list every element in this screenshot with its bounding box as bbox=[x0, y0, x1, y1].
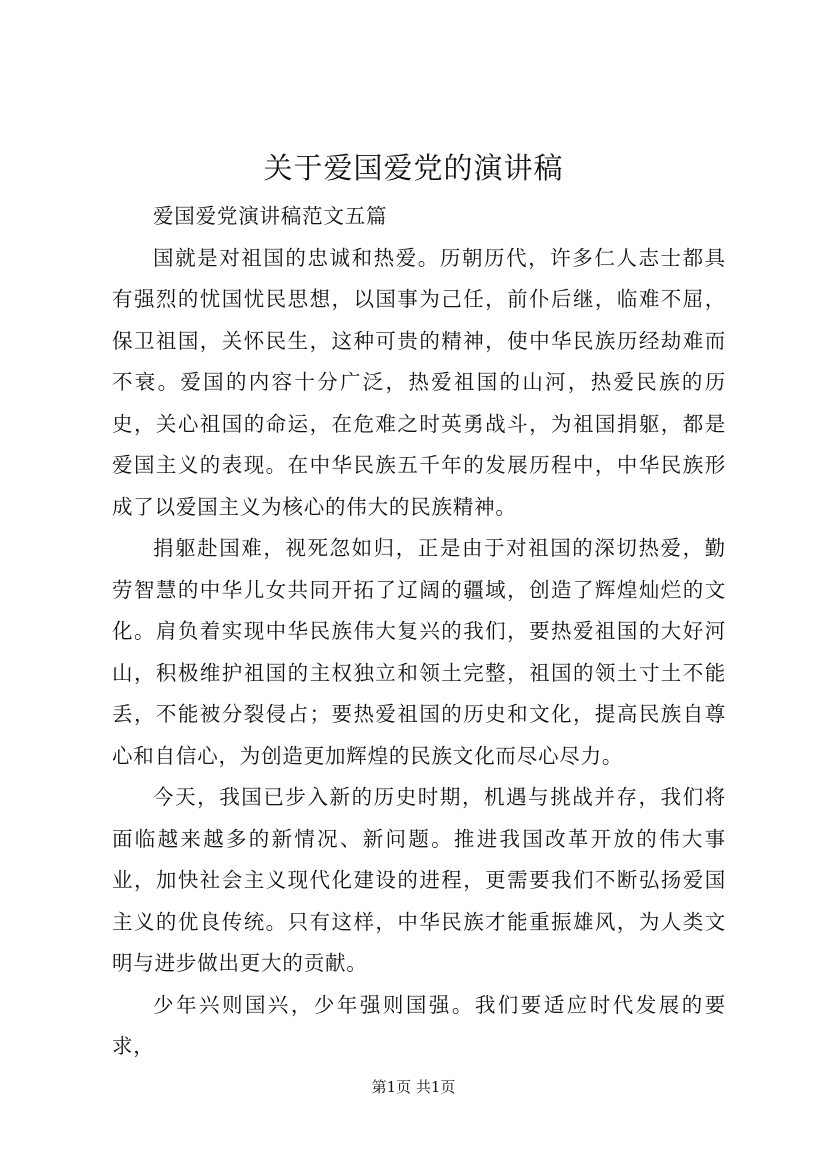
body-paragraph: 今天，我国已步入新的历史时期，机遇与挑战并存，我们将面临越来越多的新情况、新问题。推进我国改革开放的伟大事业，加快社会主义现代化建设的进程，更需要我们不断弘扬爱国主义的优良传统。只有这样，中华民族才能重振雄风，为人类文明与进步做出更大的贡献。 bbox=[112, 785, 726, 975]
body-paragraph: 少年兴则国兴，少年强则国强。我们要适应时代发展的要求， bbox=[112, 992, 726, 1058]
body-paragraph: 捐躯赴国难，视死忽如归，正是由于对祖国的深切热爱，勤劳智慧的中华儿女共同开拓了辽阔的疆域，创造了辉煌灿烂的文化。肩负着实现中华民族伟大复兴的我们，要热爱祖国的大好河山，积极维护祖国的主权独立和领土完整，祖国的领土寸土不能丢，不能被分裂侵占；要热爱祖国的历史和文化，提高民族自尊心和自信心，为创造更加辉煌的民族文化而尽心尽力。 bbox=[112, 536, 726, 768]
document-title: 关于爱国爱党的演讲稿 bbox=[263, 151, 564, 185]
document-body bbox=[112, 196, 726, 1068]
page-number-footer: 第1页 共1页 bbox=[371, 1078, 456, 1096]
body-paragraph: 国就是对祖国的忠诚和热爱。历朝历代，许多仁人志士都具有强烈的忧国忧民思想，以国事为己任，前仆后继，临难不屈，保卫祖国，关怀民生，这种可贵的精神，使中华民族历经劫难而不衰。爱国的内容十分广泛，热爱祖国的山河，热爱民族的历史，关心祖国的命运，在危难之时英勇战斗，为祖国捐躯，都是爱国主义的表现。在中华民族五千年的发展历程中，中华民族形成了以爱国主义为核心的伟大的民族精神。 bbox=[112, 245, 726, 519]
subtitle-paragraph: 爱国爱党演讲稿范文五篇 bbox=[153, 204, 388, 228]
